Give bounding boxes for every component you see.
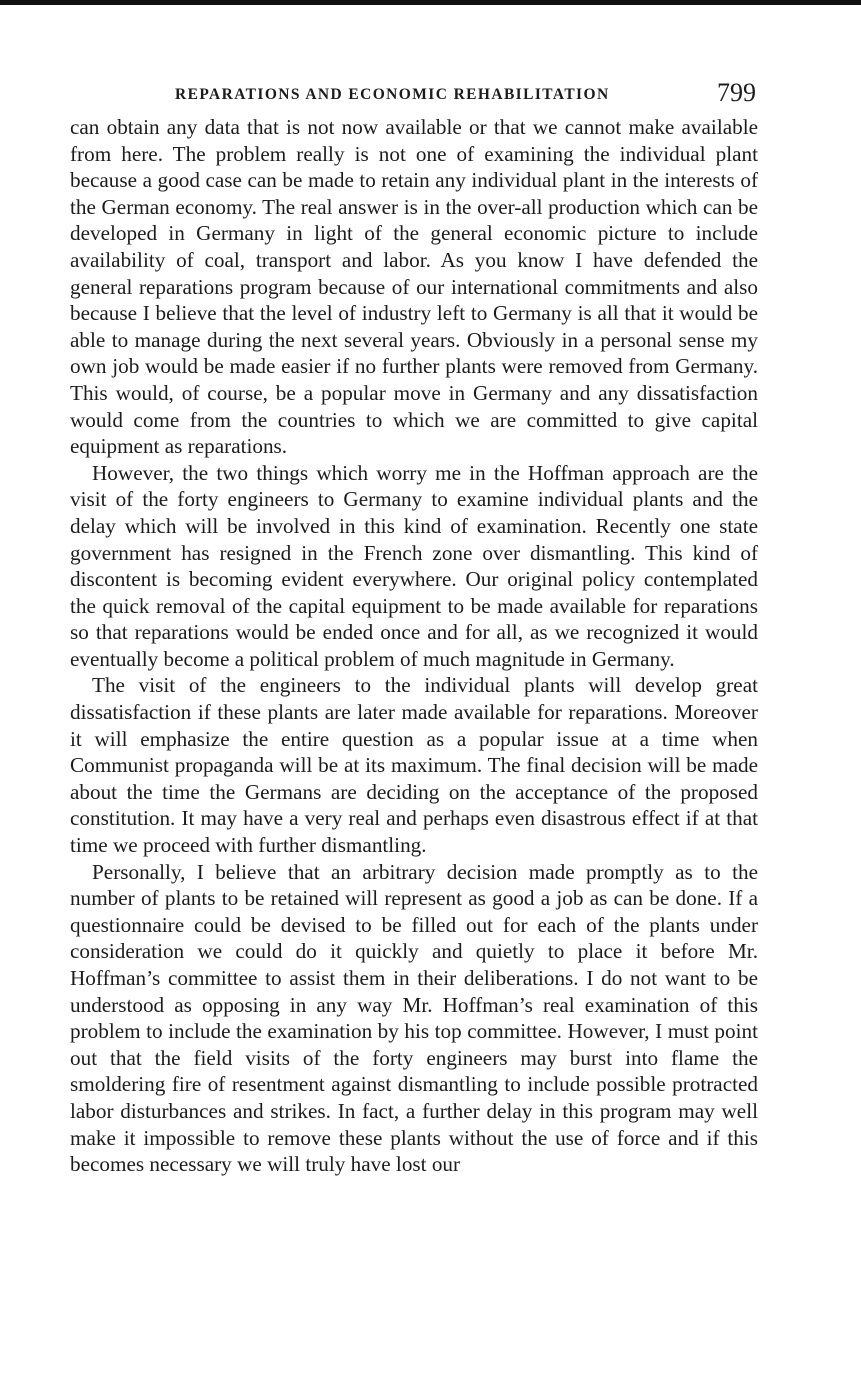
page-number: 799 [717, 78, 756, 107]
paragraph-3: The visit of the engineers to the individual plants will develop great dissatisfaction if these plants are later made available for reparations. Moreover it will emphasize the entire question as a popular issue at a time when Communist propaganda will be at its maximum. The final decision will be made about the time the Germans are deciding on the acceptance of the proposed constitution. It may have a very real and perhaps even disastrous effect if at that time we proceed with further dismantling. [70, 673, 758, 858]
paragraph-4: Personally, I believe that an arbitrary decision made promptly as to the number of plants to be retained will represent as good a job as can be done. If a questionnaire could be devised to be filled out for each of the plants under consideration we could do it quickly and quietly to place it before Mr. Hoffman’s committee to assist them in their deliberations. I do not want to be understood as opposing in any way Mr. Hoffman’s real examination of this problem to include the examination by his top committee. However, I must point out that the field visits of the forty engineers may burst into flame the smoldering fire of resentment against dismantling to include possible protracted labor disturbances and strikes. In fact, a further delay in this program may well make it impossible to remove these plants without the use of force and if this becomes necessary we will truly have lost our [70, 859, 758, 1177]
running-head [70, 80, 758, 114]
body-text [70, 114, 758, 1178]
paragraph-2: However, the two things which worry me in the Hoffman approach are the visit of the forty engineers to Germany to examine individual plants and the delay which will be involved in this kind of examination. Recently one state government has resigned in the French zone over dismantling. This kind of discontent is becoming evident everywhere. Our original policy contemplated the quick removal of the capital equipment to be made available for reparations so that reparations would be ended once and for all, as we recognized it would eventually become a political problem of much magnitude in Germany. [70, 460, 758, 671]
book-page [70, 80, 758, 1178]
top-border-rule [0, 0, 861, 5]
running-title: REPARATIONS AND ECONOMIC REHABILITATION [175, 86, 610, 103]
paragraph-1: can obtain any data that is not now available or that we cannot make available from here. The problem really is not one of examining the individual plant because a good case can be made to retain any individual plant in the interests of the German economy. The real answer is in the over-all production which can be developed in Germany in light of the general economic picture to include availability of coal, transport and labor. As you know I have defended the general reparations program because of our international commitments and also because I believe that the level of industry left to Germany is all that it would be able to manage during the next several years. Obviously in a personal sense my own job would be made easier if no further plants were removed from Germany. This would, of course, be a popular move in Germany and any dissatisfaction would come from the countries to which we are committed to give capital equipment as reparations. [70, 115, 758, 459]
